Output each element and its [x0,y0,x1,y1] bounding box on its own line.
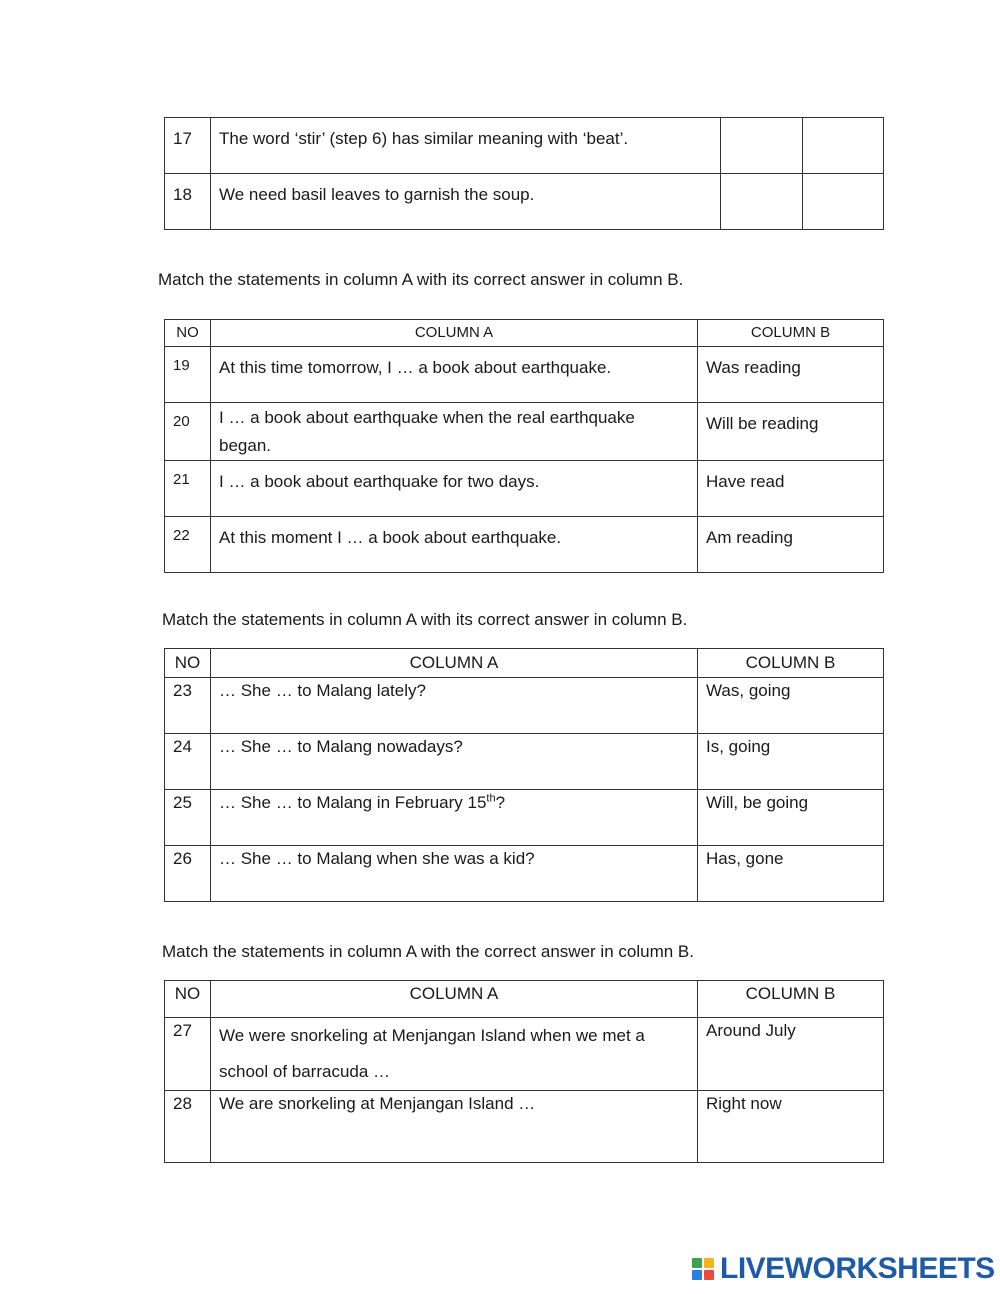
table-row [165,790,884,846]
matching-table [164,319,884,573]
section-instruction: Match the statements in column A with the correct answer in column B. [162,942,694,961]
column-a-text: At this time tomorrow, I … a book about earthquake. [211,347,698,403]
table-header-row [165,981,884,1018]
table-row [165,1018,884,1091]
liveworksheets-logo [692,1254,995,1284]
table-row [165,734,884,790]
table-row [165,1091,884,1163]
matching-table [164,980,884,1163]
column-b-option[interactable]: Am reading [698,517,884,573]
table-row [165,403,884,461]
logo-square-icon [704,1270,714,1280]
column-b-option[interactable]: Has, gone [698,846,884,902]
table-row [165,678,884,734]
column-a-text: … She … to Malang nowadays? [211,734,698,790]
row-number: 20 [165,403,211,461]
table-row [165,846,884,902]
column-b-option[interactable]: Was reading [698,347,884,403]
true-false-table [164,117,884,230]
column-a-text: We were snorkeling at Menjangan Island when we met a school of barracuda … [211,1018,698,1091]
column-b-option[interactable]: Will be reading [698,403,884,461]
column-a-text [211,790,698,846]
header-column-b: COLUMN B [698,649,884,678]
table-header-row [165,649,884,678]
logo-square-icon [692,1258,702,1268]
row-number: 26 [165,846,211,902]
column-a-text: At this moment I … a book about earthquake. [211,517,698,573]
table-header-row [165,320,884,347]
column-b-option[interactable]: Have read [698,461,884,517]
row-number: 22 [165,517,211,573]
table-row [165,517,884,573]
logo-square-icon [704,1258,714,1268]
column-a-text: … She … to Malang lately? [211,678,698,734]
statement-text: The word ‘stir’ (step 6) has similar meaning with ‘beat’. [211,118,721,174]
column-a-text: … She … to Malang when she was a kid? [211,846,698,902]
true-answer-cell[interactable] [721,174,803,230]
row-number: 28 [165,1091,211,1163]
row-number: 17 [165,118,211,174]
column-b-option[interactable]: Around July [698,1018,884,1091]
column-a-text: I … a book about earthquake when the real earthquake began. [211,403,698,461]
header-no: NO [165,320,211,347]
section-instruction: Match the statements in column A with its correct answer in column B. [162,610,688,629]
row-number: 25 [165,790,211,846]
column-a-text: I … a book about earthquake for two days. [211,461,698,517]
header-column-a: COLUMN A [211,320,698,347]
logo-text: LIVEWORKSHEETS [720,1252,995,1285]
column-b-option[interactable]: Was, going [698,678,884,734]
section-instruction: Match the statements in column A with its correct answer in column B. [158,270,684,289]
table-row [165,347,884,403]
header-column-b: COLUMN B [698,981,884,1018]
header-no: NO [165,649,211,678]
column-b-option[interactable]: Is, going [698,734,884,790]
row-number: 21 [165,461,211,517]
column-b-option[interactable]: Will, be going [698,790,884,846]
superscript-ordinal: th [486,792,496,805]
statement-text: We need basil leaves to garnish the soup. [211,174,721,230]
column-a-text-end: ? [495,793,506,812]
false-answer-cell[interactable] [803,174,884,230]
column-a-text-main: … She … to Malang in February 15 [219,793,487,812]
row-number: 24 [165,734,211,790]
logo-square-icon [692,1270,702,1280]
logo-mark-icon [692,1258,714,1280]
header-column-a: COLUMN A [211,649,698,678]
row-number: 18 [165,174,211,230]
true-answer-cell[interactable] [721,118,803,174]
row-number: 27 [165,1018,211,1091]
column-b-option[interactable]: Right now [698,1091,884,1163]
header-no: NO [165,981,211,1018]
table-row [165,461,884,517]
row-number: 19 [165,347,211,403]
table-row [165,174,884,230]
table-row [165,118,884,174]
false-answer-cell[interactable] [803,118,884,174]
header-column-b: COLUMN B [698,320,884,347]
matching-table [164,648,884,902]
column-a-text: We are snorkeling at Menjangan Island … [211,1091,698,1163]
header-column-a: COLUMN A [211,981,698,1018]
row-number: 23 [165,678,211,734]
